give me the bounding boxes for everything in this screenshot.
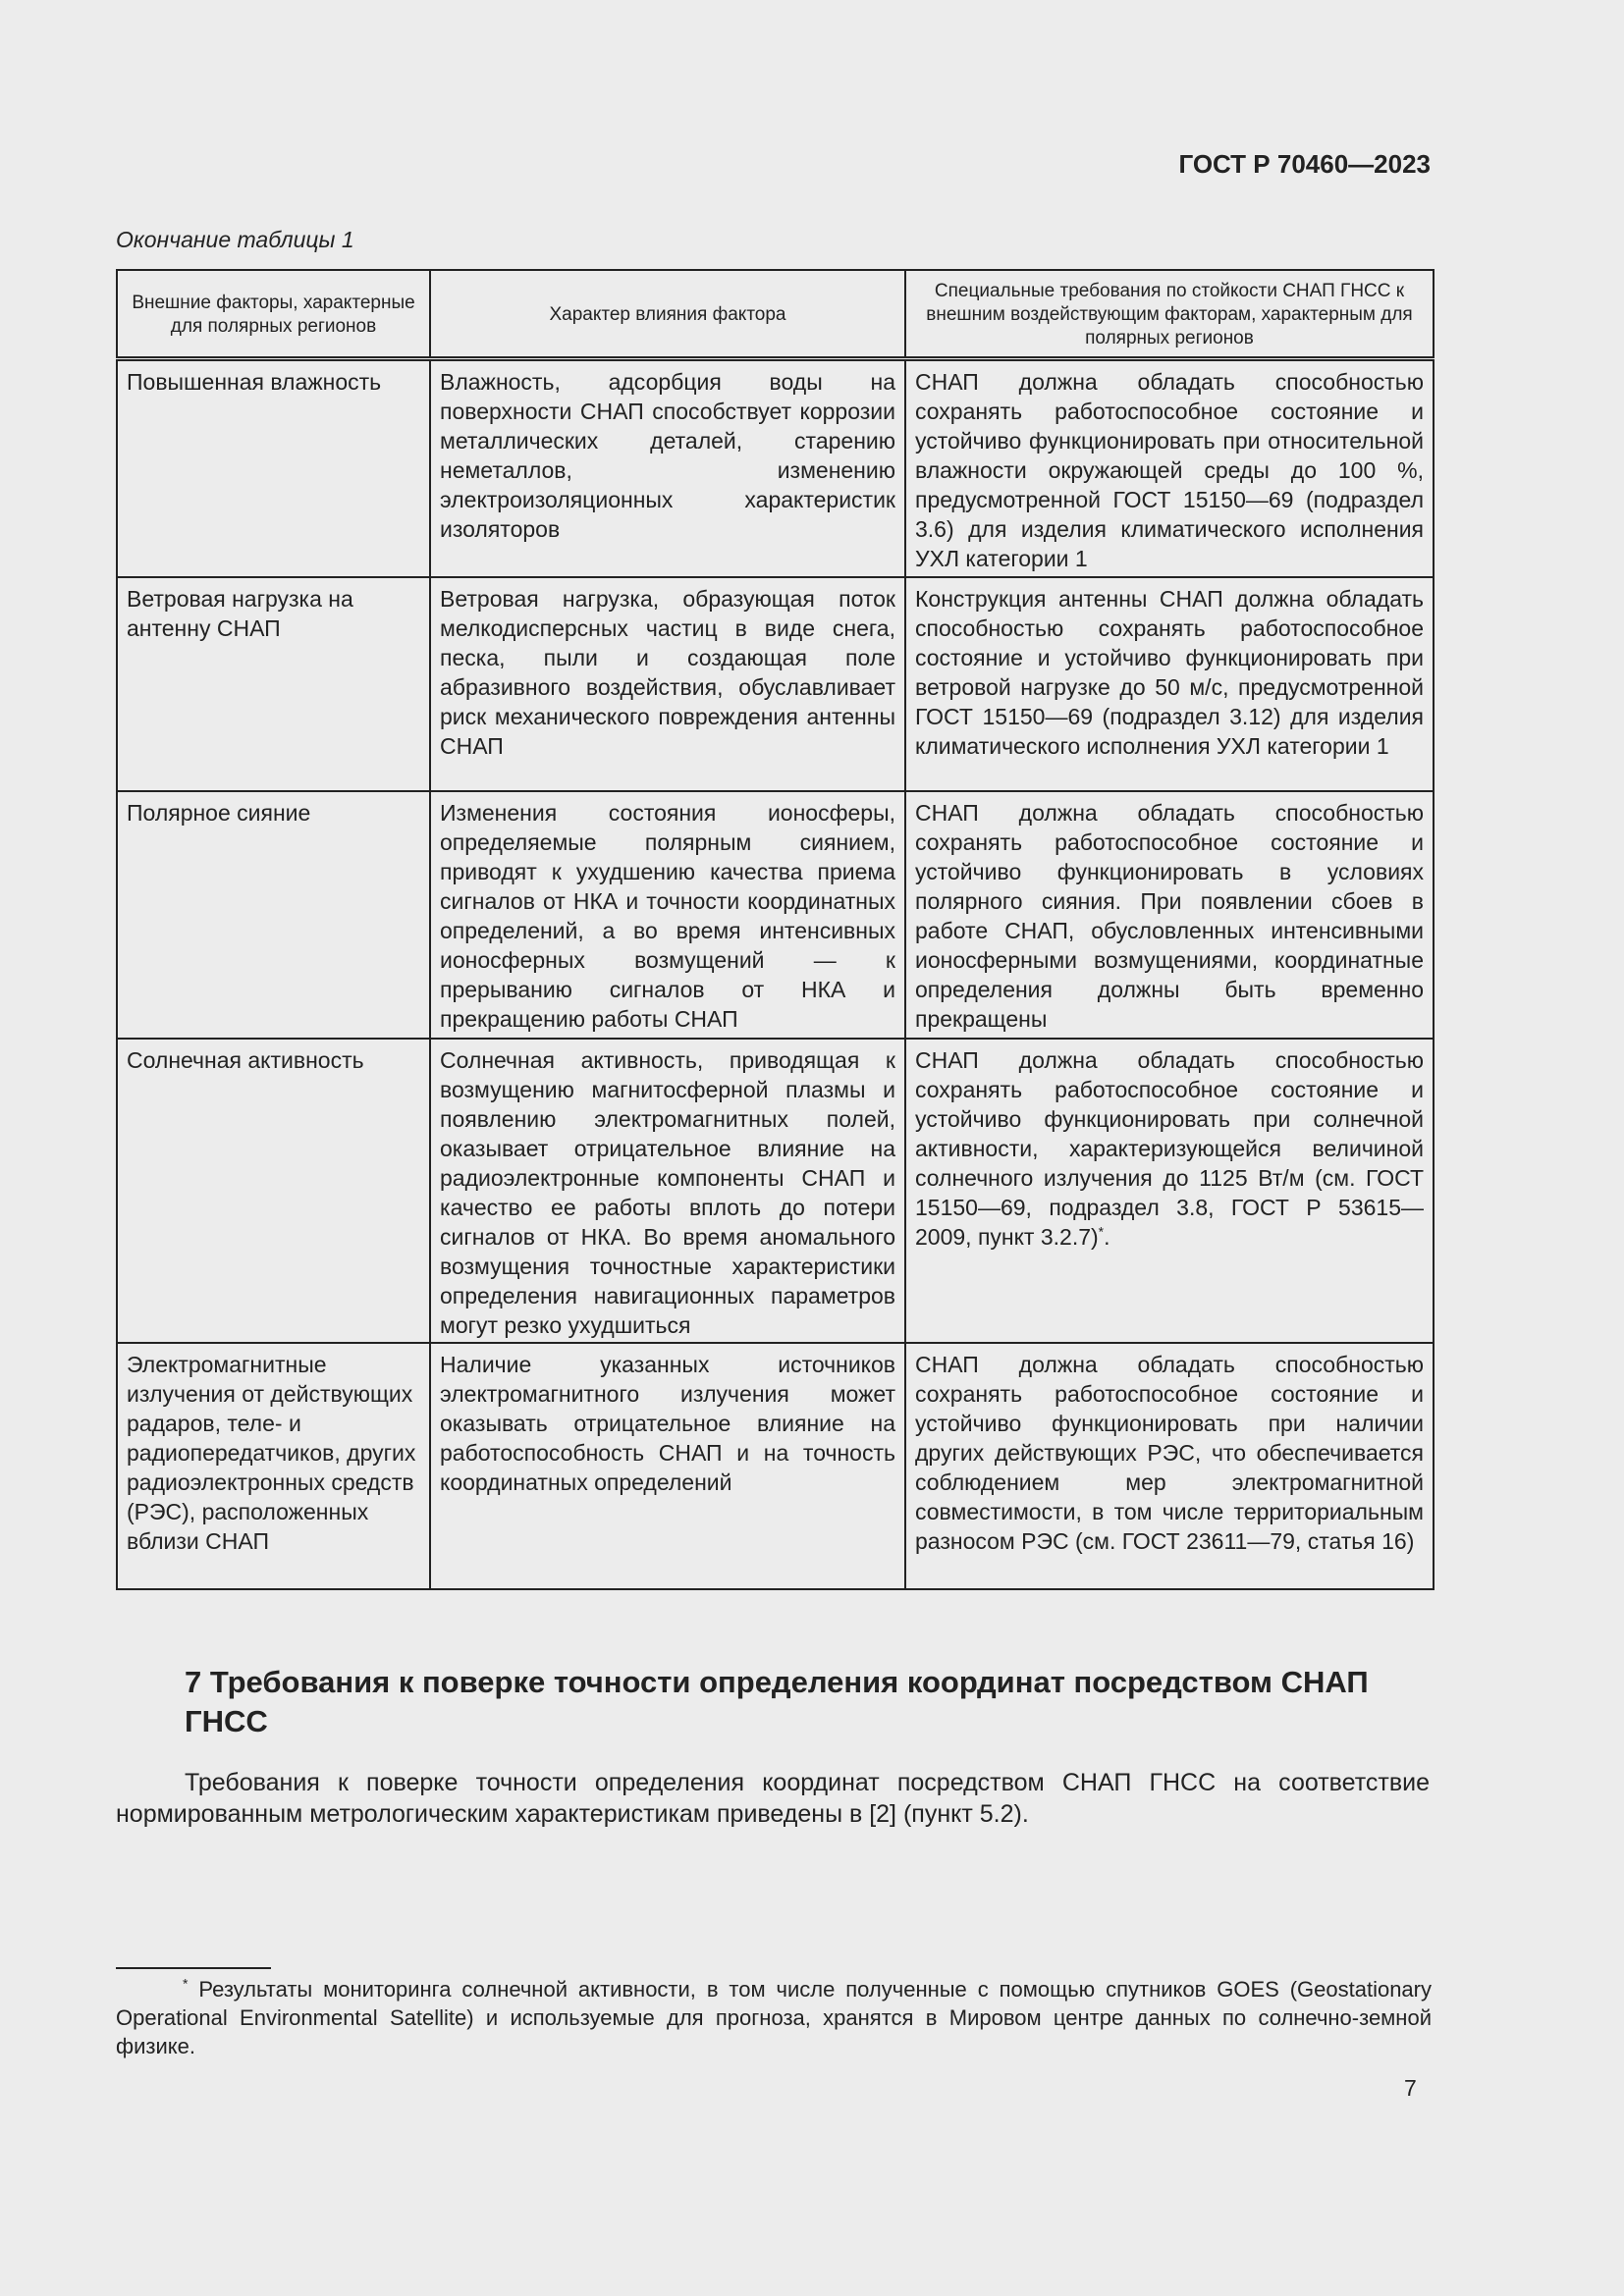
document-id: ГОСТ Р 70460—2023 xyxy=(1178,149,1431,179)
header-requirement: Специальные требования по стойкости СНАП ГНСС к внешним воздействующим факторам, характерным для полярных регионов xyxy=(905,270,1434,359)
cell-factor: Полярное сияние xyxy=(117,791,430,1039)
cell-effect: Солнечная активность, приводящая к возмущению магнитосферной плазмы и появлению электромагнитных полей, оказывает отрицательное влияние на радиоэлектронные компоненты СНАП и качество ее работы вплоть до потери сигналов от НКА. Во время аномального возмущения точностные характеристики определения навигационных параметров могут резко ухудшиться xyxy=(430,1039,905,1343)
requirement-text: СНАП должна обладать способностью сохранять работоспособное состояние и устойчиво функционировать при солнечной активности, характеризующейся величиной солнечного излучения до 1125 Вт/м (см. ГОСТ 15150—69, подраздел 3.8, ГОСТ Р 53615—2009, пункт 3.2.7) xyxy=(915,1046,1424,1250)
footnote xyxy=(116,1975,1432,2060)
table-row xyxy=(117,1343,1434,1589)
requirement-end: . xyxy=(1104,1223,1110,1250)
page-number: 7 xyxy=(1404,2075,1417,2101)
cell-factor: Ветровая нагрузка на антенну СНАП xyxy=(117,577,430,791)
footnote-text: Результаты мониторинга солнечной активности, в том числе полученные с помощью спутников GOES (Geostationary Operational Environmental Satellite) и используемые для прогноза, хранятся в Мировом центре данных по солнечно-земной физике. xyxy=(116,1977,1432,2058)
cell-requirement: СНАП должна обладать способностью сохранять работоспособное состояние и устойчиво функционировать при наличии других действующих РЭС, что обеспечивается соблюдением мер электромагнитной совместимости, в том числе территориальным разносом РЭС (см. ГОСТ 23611—79, статья 16) xyxy=(905,1343,1434,1589)
header-factor: Внешние факторы, характерные для полярных регионов xyxy=(117,270,430,359)
cell-requirement: СНАП должна обладать способностью сохранять работоспособное состояние и устойчиво функционировать в условиях полярного сияния. При появлении сбоев в работе СНАП, обусловленных интенсивными ионосферными возмущениями, координатные определения должны быть временно прекращены xyxy=(905,791,1434,1039)
footnote-mark: * xyxy=(183,1975,189,1992)
table-caption: Окончание таблицы 1 xyxy=(116,227,354,252)
cell-effect: Изменения состояния ионосферы, определяемые полярным сиянием, приводят к ухудшению качества приема сигналов от НКА и точности координатных определений, а во время интенсивных ионосферных возмущений — к прерыванию сигналов от НКА и прекращению работы СНАП xyxy=(430,791,905,1039)
footnote-reference: * xyxy=(1098,1222,1105,1239)
table-row xyxy=(117,791,1434,1039)
footnote-divider xyxy=(116,1967,271,1969)
cell-requirement: Конструкция антенны СНАП должна обладать способностью сохранять работоспособное состояние и устойчиво функционировать при ветровой нагрузке до 50 м/с, предусмотренной ГОСТ 15150—69 (подраздел 3.12) для изделия климатического исполнения УХЛ категории 1 xyxy=(905,577,1434,791)
cell-effect: Влажность, адсорбция воды на поверхности СНАП способствует коррозии металлических деталей, старению неметаллов, изменению электроизоляционных характеристик изоляторов xyxy=(430,359,905,577)
cell-factor: Солнечная активность xyxy=(117,1039,430,1343)
cell-effect: Ветровая нагрузка, образующая поток мелкодисперсных частиц в виде снега, песка, пыли и создающая поле абразивного воздействия, обуславливает риск механического повреждения антенны СНАП xyxy=(430,577,905,791)
section-heading: 7 Требования к поверке точности определения координат посредством СНАП ГНСС xyxy=(185,1665,1369,1738)
cell-effect: Наличие указанных источников электромагнитного излучения может оказывать отрицательное влияние на работоспособность СНАП и на точность координатных определений xyxy=(430,1343,905,1589)
header-effect: Характер влияния фактора xyxy=(430,270,905,359)
table-row xyxy=(117,1039,1434,1343)
section-paragraph: Требования к поверке точности определения координат посредством СНАП ГНСС на соответствие нормированным метрологическим характеристикам приведены в [2] (пункт 5.2). xyxy=(116,1769,1430,1828)
cell-factor: Электромагнитные излучения от действующих радаров, теле- и радиопередатчиков, других радиоэлектронных средств (РЭС), расположенных вблизи СНАП xyxy=(117,1343,430,1589)
table-header-row xyxy=(117,270,1434,359)
table-row xyxy=(117,359,1434,577)
table-row xyxy=(117,577,1434,791)
cell-requirement xyxy=(905,1039,1434,1343)
cell-requirement: СНАП должна обладать способностью сохранять работоспособное состояние и устойчиво функционировать при относительной влажности окружающей среды до 100 %, предусмотренной ГОСТ 15150—69 (подраздел 3.6) для изделия климатического исполнения УХЛ категории 1 xyxy=(905,359,1434,577)
requirements-table xyxy=(116,269,1435,1590)
cell-factor: Повышенная влажность xyxy=(117,359,430,577)
